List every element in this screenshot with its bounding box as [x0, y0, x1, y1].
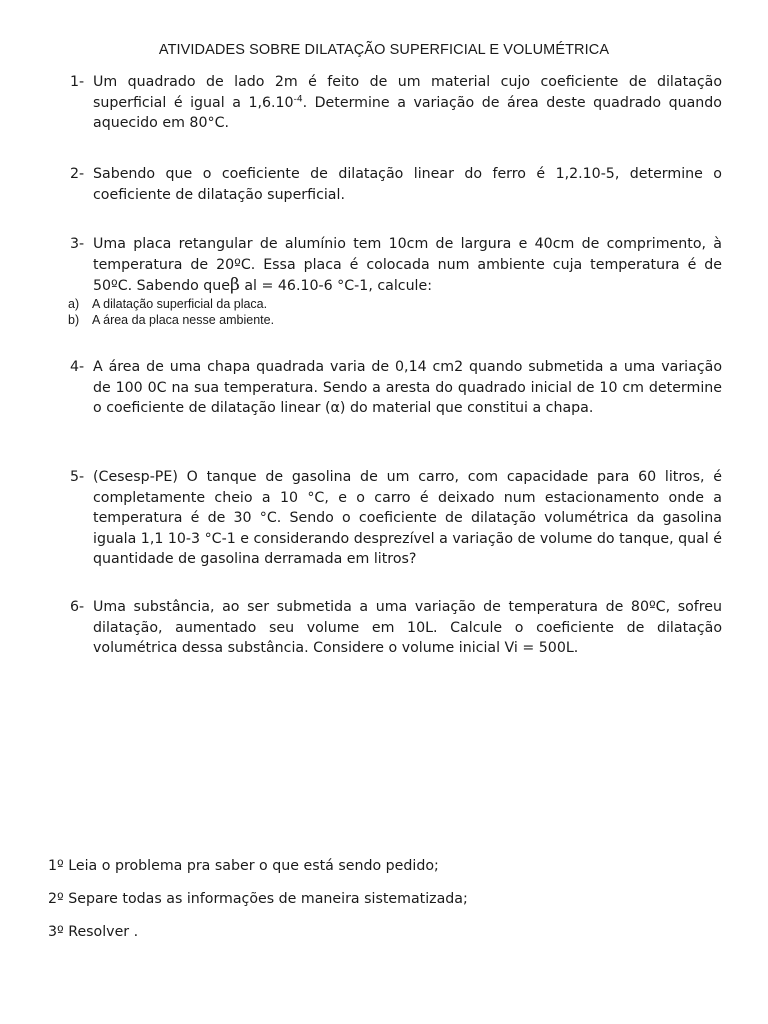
tip-1: 1º Leia o problema pra saber o que está sendo pedido;: [48, 858, 439, 874]
beta-symbol: β: [230, 275, 240, 295]
question-4: [70, 357, 722, 419]
question-text-part: al = 46.10-6 °C-1, calcule:: [239, 278, 433, 294]
question-3: [70, 234, 722, 297]
question-5: [70, 467, 722, 570]
question-2: [70, 164, 722, 205]
sub-item-label: b): [68, 313, 80, 327]
question-text: Uma substância, ao ser submetida a uma variação de temperatura de 80ºC, sofreu dilatação, aumentado seu volume em 10L. Calcule o coeficiente de dilatação volumétrica dessa substância. Considere o volume inicial Vi = 500L.: [93, 599, 722, 656]
question-number: 4-: [70, 359, 85, 375]
question-text-part: . Determine a variação de área deste quadrado quando aquecido em 80°C.: [93, 94, 722, 131]
question-text: [93, 234, 722, 297]
question-text: [93, 72, 722, 134]
tip-3: 3º Resolver .: [48, 924, 139, 940]
question-text-part: Uma placa retangular de alumínio tem 10cm de largura e 40cm de comprimento, à temperatura de 20ºC. Essa placa é colocada num ambiente cuja temperatura é de 50ºC. Sabendo que: [93, 236, 722, 294]
question-text: Sabendo que o coeficiente de dilatação linear do ferro é 1,2.10-5, determine o coeficiente de dilatação superficial.: [93, 166, 722, 203]
sub-item-label: a): [68, 297, 80, 311]
question-6: [70, 597, 722, 659]
question-number: 6-: [70, 599, 85, 615]
sub-item-text: A área da placa nesse ambiente.: [92, 313, 275, 327]
sub-item-a: [68, 296, 708, 312]
sub-item-text: A dilatação superficial da placa.: [92, 297, 268, 311]
exponent: -4: [293, 93, 303, 104]
question-text: (Cesesp-PE) O tanque de gasolina de um carro, com capacidade para 60 litros, é completamente cheio a 10 °C, e o carro é deixado num estacionamento onde a temperatura é de 30 °C. Sendo o coeficiente de dilatação volumétrica da gasolina iguala 1,1 10-3 °C-1 e considerando desprezível a variação de volume do tanque, qual é quantidade de gasolina derramada em litros?: [93, 469, 722, 567]
question-text-part: Um quadrado de lado 2m é feito de um material cujo coeficiente de dilatação superficial é igual a 1,6.10: [93, 74, 722, 111]
question-1: [70, 72, 722, 134]
sub-item-b: [68, 312, 708, 328]
page-title: ATIVIDADES SOBRE DILATAÇÃO SUPERFICIAL E VOLUMÉTRICA: [158, 42, 610, 58]
question-number: 2-: [70, 166, 85, 182]
tip-2: 2º Separe todas as informações de maneira sistematizada;: [48, 891, 468, 907]
question-number: 3-: [70, 236, 85, 252]
question-number: 5-: [70, 469, 85, 485]
question-text: A área de uma chapa quadrada varia de 0,14 cm2 quando submetida a uma variação de 100 0C na sua temperatura. Sendo a aresta do quadrado inicial de 10 cm determine o coeficiente de dilatação linear (α) do material que constitui a chapa.: [93, 359, 722, 416]
question-number: 1-: [70, 74, 85, 90]
